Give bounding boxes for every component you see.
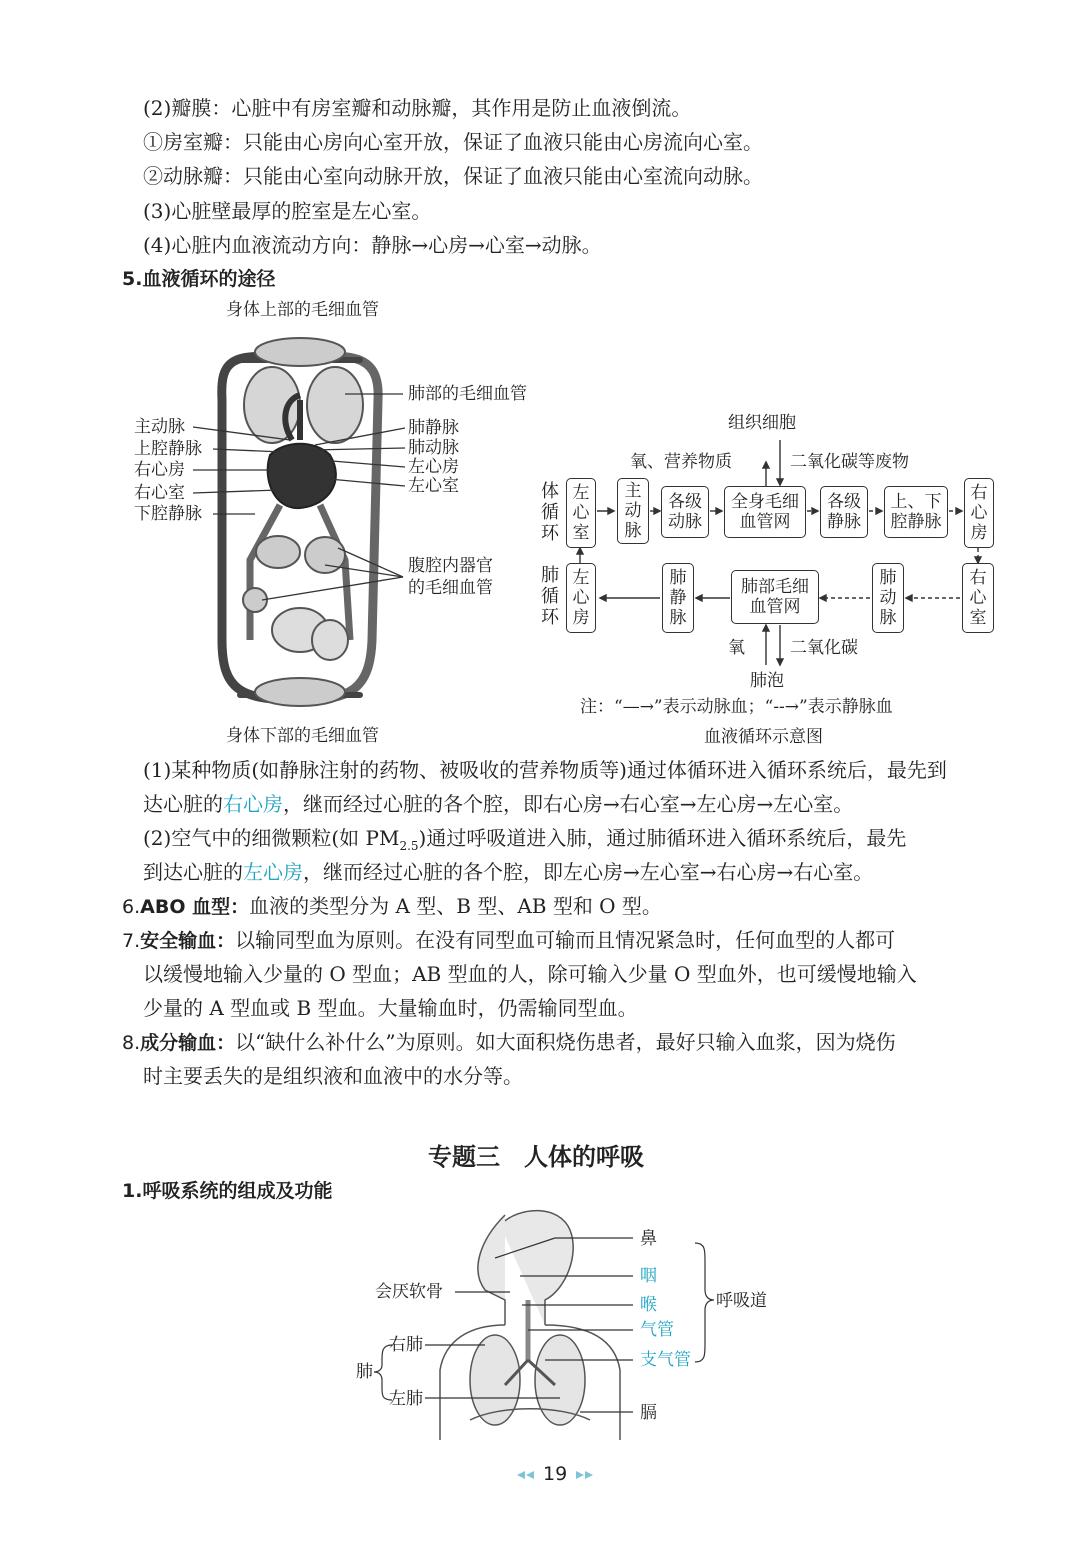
box-pulmonary-artery: 肺动脉	[872, 563, 904, 633]
valve-line-5: (4)心脏内血液流动方向：静脉→心房→心室→动脉。	[143, 233, 602, 257]
heart-shape	[268, 444, 336, 508]
box-left-atrium: 左心房	[566, 563, 596, 633]
label-right-ventricle: 右心室	[134, 483, 185, 503]
box-left-ventricle: 左心室	[566, 478, 596, 548]
flow-co2: 二氧化碳	[790, 638, 858, 658]
section-7-line-2: 以缓慢地输入少量的 O 型血；AB 型血的人，除可输入少量 O 型血外，也可缓慢地输入	[143, 962, 917, 986]
label-upper-capillaries: 身体上部的毛细血管	[226, 300, 379, 320]
flow-tissue-cells: 组织细胞	[728, 413, 796, 433]
box-lung-capillaries: 肺部毛细血管网	[731, 570, 819, 624]
box-pulmonary-vein: 肺静脉	[662, 563, 694, 633]
label-diaphragm: 膈	[640, 1403, 657, 1423]
label-respiratory-tract: 呼吸道	[716, 1291, 767, 1311]
label-ivc: 下腔静脉	[134, 504, 202, 524]
box-right-ventricle: 右心室	[962, 563, 994, 633]
box-aorta: 主动脉	[617, 478, 649, 544]
valve-line-4: (3)心脏壁最厚的腔室是左心室。	[143, 199, 432, 223]
section-8-line-1: 8.成分输血：以“缺什么补什么”为原则。如大面积烧伤患者，最好只输入血浆，因为烧伤	[122, 1030, 896, 1054]
label-left-atrium: 左心房	[408, 457, 459, 477]
highlight-left-atrium: 左心房	[243, 860, 303, 884]
left-lung-shape	[307, 367, 363, 443]
lower-capillary-net	[255, 678, 345, 706]
label-aorta: 主动脉	[134, 417, 185, 437]
label-left-lung: 左肺	[389, 1389, 423, 1409]
label-nose: 鼻	[640, 1229, 657, 1249]
section-5-heading: 5.血液循环的途径	[122, 268, 276, 290]
label-organs-2: 的毛细血管	[408, 578, 493, 598]
flow-note: 注：“—→”表示动脉血；“--→”表示静脉血	[580, 697, 893, 717]
flow-caption: 血液循环示意图	[704, 727, 823, 747]
section-6: 6.ABO 血型：血液的类型分为 A 型、B 型、AB 型和 O 型。	[122, 894, 662, 918]
label-pharynx: 咽	[640, 1266, 657, 1286]
section-7-line-1: 7.安全输血：以输同型血为原则。在没有同型血可输而且情况紧急时，任何血型的人都可	[122, 928, 896, 952]
valve-line-1: (2)瓣膜：心脏中有房室瓣和动脉瓣，其作用是防止血液倒流。	[143, 96, 692, 120]
upper-capillary-net	[255, 338, 345, 366]
valve-line-2: ①房室瓣：只能由心房向心室开放，保证了血液只能由心房流向心室。	[143, 130, 763, 154]
para2-line-1: (2)空气中的细微颗粒(如 $PM_{2.5}$)通过呼吸道进入肺，通过肺循环进入循环系统后，最先	[143, 826, 907, 853]
section-8-line-2: 时主要丢失的是组织液和血液中的水分等。	[143, 1064, 523, 1088]
resp-heading: 1.呼吸系统的组成及功能	[122, 1180, 333, 1202]
label-lung: 肺	[356, 1362, 373, 1382]
page-number: 19	[543, 1463, 568, 1485]
label-larynx: 喉	[640, 1295, 657, 1315]
highlight-right-atrium: 右心房	[223, 792, 283, 816]
para2-line-2: 到达心脏的左心房，继而经过心脏的各个腔，即左心房→左心室→右心房→右心室。	[143, 860, 874, 884]
label-epiglottis: 会厌软骨	[375, 1282, 443, 1302]
flow-co2-waste: 二氧化碳等废物	[790, 452, 909, 472]
flow-alveoli: 肺泡	[750, 671, 784, 691]
valve-line-3: ②动脉瓣：只能由心室向动脉开放，保证了血液只能由心室流向动脉。	[143, 164, 763, 188]
label-organs-1: 腹腔内器官	[408, 556, 493, 576]
box-vena-cava: 上、下腔静脉	[884, 486, 948, 538]
para1-line-2: 达心脏的右心房，继而经过心脏的各个腔，即右心房→右心室→左心房→左心室。	[143, 792, 854, 816]
para1-line-1: (1)某种物质(如静脉注射的药物、被吸收的营养物质等)通过体循环进入循环系统后，最先到	[143, 758, 947, 782]
box-right-atrium: 右心房	[964, 478, 994, 548]
label-trachea: 气管	[640, 1320, 674, 1340]
label-lung-capillaries: 肺部的毛细血管	[408, 384, 527, 404]
label-right-atrium: 右心房	[134, 460, 185, 480]
topic-3-title: 专题三 人体的呼吸	[428, 1143, 644, 1171]
label-right-lung: 右肺	[389, 1335, 423, 1355]
section-7-line-3: 少量的 A 型血或 B 型血。大量输血时，仍需输同型血。	[143, 996, 638, 1020]
flow-o2-nutrients: 氧、营养物质	[630, 452, 732, 472]
label-pulmonary-vein: 肺静脉	[408, 418, 459, 438]
flow-systemic-label: 体循环	[541, 481, 559, 544]
label-lower-capillaries: 身体下部的毛细血管	[226, 726, 379, 746]
box-body-capillaries: 全身毛细血管网	[724, 486, 806, 538]
label-pulmonary-artery: 肺动脉	[408, 438, 459, 458]
label-bronchi: 支气管	[640, 1350, 691, 1370]
label-svc: 上腔静脉	[134, 439, 202, 459]
flow-o2: 氧	[728, 638, 745, 658]
flow-pulmonary-label: 肺循环	[541, 565, 559, 628]
box-arteries: 各级动脉	[661, 486, 709, 538]
box-veins: 各级静脉	[820, 486, 868, 538]
label-left-ventricle: 左心室	[408, 476, 459, 496]
